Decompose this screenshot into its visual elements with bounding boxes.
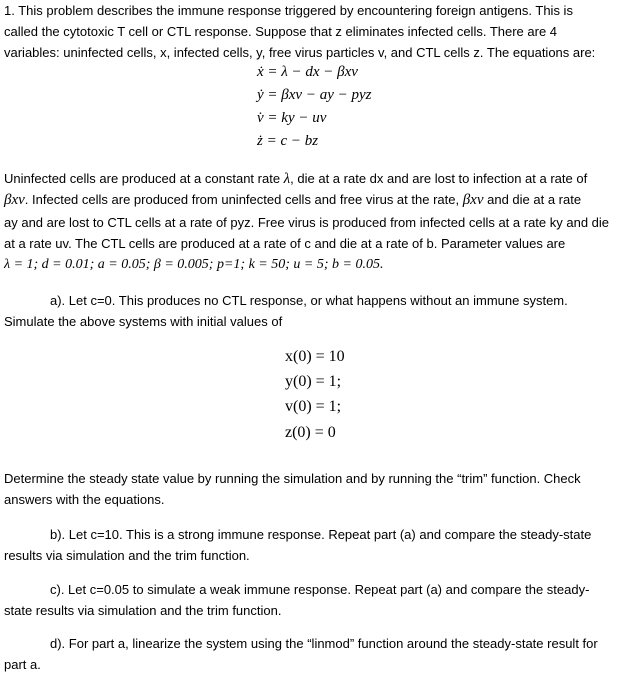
text: , die at a rate dx and are lost to infection at a rate of (290, 171, 588, 186)
text-line: part a. (4, 657, 41, 672)
initial-value: x(0) = 10 (285, 348, 345, 365)
text-line: at a rate uv. The CTL cells are produced at a rate of c and die at a rate of b. Parameter values are (4, 236, 566, 251)
math: βxv (462, 192, 484, 208)
equation: ẏ = βxv − ay − pyz (257, 87, 372, 103)
text-line: ay and are lost to CTL cells at a rate of pyz. Free virus is produced from infected cells at a rate ky and die (4, 215, 610, 230)
text-line: a). Let c=0. This produces no CTL response, or what happens without an immune system. (50, 293, 568, 308)
text-line (4, 171, 587, 187)
text: and die at a rate (483, 192, 582, 207)
parameter-values: λ = 1; d = 0.01; a = 0.05; β = 0.005; p=1; k = 50; u = 5; b = 0.05. (4, 257, 384, 272)
text-line (4, 192, 581, 208)
initial-value: y(0) = 1; (285, 373, 342, 390)
initial-value: z(0) = 0 (285, 424, 336, 441)
text-line: variables: uninfected cells, x, infected cells, y, free virus particles v, and CTL cells z. The equations are: (4, 45, 596, 60)
text-line: 1. This problem describes the immune response triggered by encountering foreign antigens. This is (4, 3, 573, 18)
equation: ż = c − bz (257, 133, 319, 149)
part-b: b). Let c=10. This is a strong immune response. Repeat part (a) and compare the steady-state (50, 527, 592, 542)
math: λ (283, 171, 291, 187)
equation: v̇ = ky − uv (257, 110, 327, 126)
text-line: Determine the steady state value by running the simulation and by running the “trim” function. Check (4, 471, 581, 486)
text-line: Simulate the above systems with initial values of (4, 314, 283, 329)
text: Uninfected cells are produced at a constant rate (4, 171, 284, 186)
text-line: answers with the equations. (4, 492, 165, 507)
part-c: c). Let c=0.05 to simulate a weak immune response. Repeat part (a) and compare the steady- (50, 582, 590, 597)
text-line: state results via simulation and the trim function. (4, 603, 282, 618)
text-line: called the cytotoxic T cell or CTL response. Suppose that z eliminates infected cells. There are 4 (4, 24, 558, 39)
math: βxv (4, 192, 25, 208)
text: . Infected cells are produced from uninfected cells and free virus at the rate, (24, 192, 463, 207)
part-d: d). For part a, linearize the system using the “linmod” function around the steady-state result for (50, 636, 598, 651)
equation: ẋ = λ − dx − βxv (257, 64, 358, 80)
initial-value: v(0) = 1; (285, 398, 342, 415)
text-line: results via simulation and the trim function. (4, 548, 250, 563)
